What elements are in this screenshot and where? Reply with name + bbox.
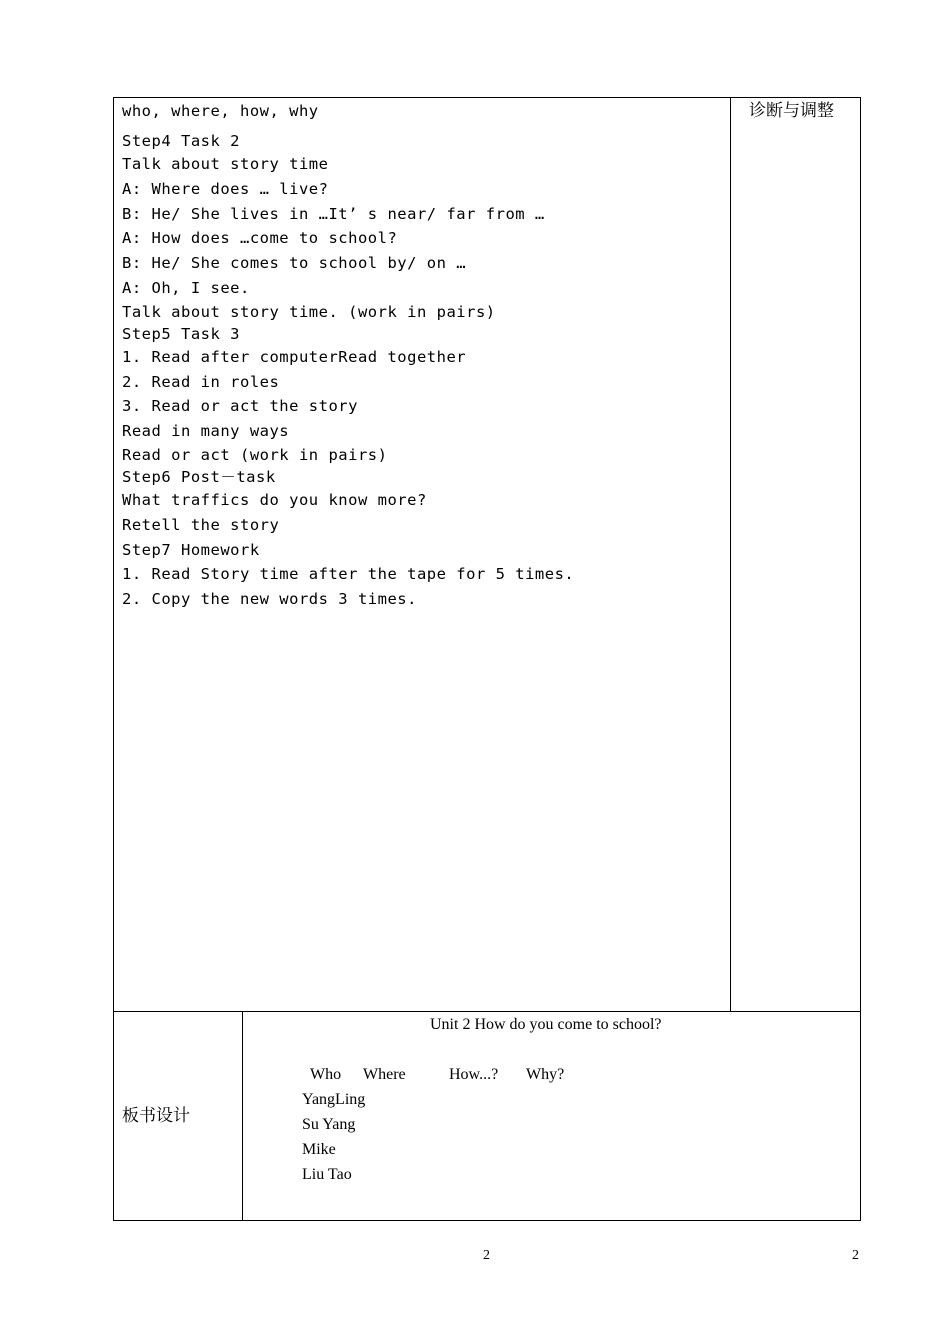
lesson-steps <box>122 99 722 612</box>
board-row-name: Liu Tao <box>302 1166 352 1183</box>
table-bottom-border <box>113 1220 861 1221</box>
lesson-line: Talk about story time <box>122 155 329 173</box>
table-right-border <box>860 97 861 1221</box>
lesson-line: 3. Read or act the story <box>122 397 358 416</box>
lesson-line: Step6 Post－task <box>122 467 276 486</box>
lesson-line: A: How does …come to school? <box>122 229 398 248</box>
lesson-line: A: Where does … live? <box>122 179 329 198</box>
board-column-where: Where <box>363 1066 406 1083</box>
board-row-name: YangLing <box>302 1091 366 1108</box>
board-row-name: Mike <box>302 1141 336 1158</box>
table-top-border <box>113 97 861 98</box>
lesson-line: Read or act (work in pairs) <box>122 445 388 464</box>
diagnosis-adjustment-heading: 诊断与调整 <box>749 101 834 121</box>
page-number-right: 2 <box>852 1248 859 1263</box>
board-title: Unit 2 How do you come to school? <box>430 1016 662 1033</box>
board-row-name: Su Yang <box>302 1116 356 1133</box>
board-label-divider <box>242 1011 243 1221</box>
lesson-line: 1. Read Story time after the tape for 5 times. <box>122 565 575 584</box>
lesson-line: 1. Read after computerRead together <box>122 347 467 366</box>
lesson-line: Step5 Task 3 <box>122 324 240 343</box>
lesson-line: Retell the story <box>122 515 280 534</box>
lesson-line: Step7 Homework <box>122 540 260 559</box>
lesson-line: 2. Read in roles <box>122 372 280 391</box>
lesson-line: What traffics do you know more? <box>122 490 427 509</box>
board-design-label: 板书设计 <box>122 1106 190 1126</box>
lesson-line: Read in many ways <box>122 422 290 441</box>
lesson-line: who, where, how, why <box>122 102 319 120</box>
side-column-divider <box>730 97 731 1012</box>
lesson-line: B: He/ She comes to school by/ on … <box>122 254 467 273</box>
lesson-line: Talk about story time. (work in pairs) <box>122 302 496 321</box>
lesson-line: Step4 Task 2 <box>122 132 240 150</box>
board-column-how: How...? <box>449 1066 499 1083</box>
page-number-center: 2 <box>483 1248 490 1263</box>
board-column-who: Who <box>310 1066 342 1083</box>
board-top-border <box>113 1011 861 1012</box>
lesson-line: B: He/ She lives in …It’ s near/ far from … <box>122 204 545 223</box>
lesson-line: 2. Copy the new words 3 times. <box>122 590 417 609</box>
lesson-line: A: Oh, I see. <box>122 278 250 297</box>
table-left-border <box>113 97 114 1221</box>
board-column-why: Why? <box>526 1066 565 1083</box>
